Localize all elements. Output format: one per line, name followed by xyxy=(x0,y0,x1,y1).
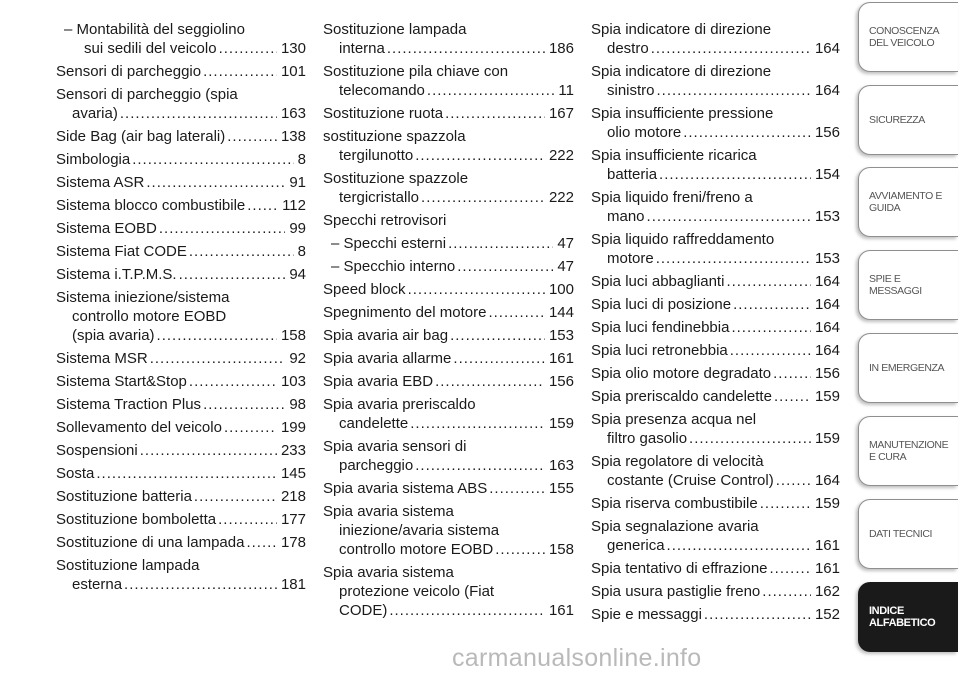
index-entry xyxy=(591,517,840,555)
index-entry xyxy=(323,169,574,207)
entry-text: Spia indicatore di direzione xyxy=(591,63,772,80)
dot-leader xyxy=(770,559,811,578)
tab-label: MANUTENZIONE E CURA xyxy=(869,439,949,463)
page-number[interactable]: 164 xyxy=(814,296,840,313)
entry-text: Spegnimento del motore xyxy=(323,304,487,321)
entry-text: Spia luci di posizione xyxy=(591,296,732,313)
entry-text: parcheggio xyxy=(339,457,414,474)
entry-text: Sensori di parcheggio (spia xyxy=(56,86,238,103)
page-number[interactable]: 156 xyxy=(814,365,840,382)
entry-text: Sosta xyxy=(56,465,95,482)
entry-text: Sostituzione ruota xyxy=(323,105,444,122)
dot-leader xyxy=(448,234,553,253)
dot-leader xyxy=(246,533,277,552)
entry-text: telecomando xyxy=(339,82,425,99)
index-entry xyxy=(323,349,574,368)
page-number[interactable]: 164 xyxy=(814,40,840,57)
entry-text: Spia tentativo di effrazione xyxy=(591,560,768,577)
dot-leader xyxy=(140,441,277,460)
entry-text: sinistro xyxy=(607,82,655,99)
entry-text: batteria xyxy=(607,166,658,183)
tab-conoscenza-del-veicolo[interactable] xyxy=(858,2,958,72)
index-entry xyxy=(56,556,306,594)
index-entry xyxy=(323,62,574,100)
page-number[interactable]: 199 xyxy=(280,419,306,436)
index-entry xyxy=(323,257,574,276)
entry-text: Sistema i.T.P.M.S. xyxy=(56,266,177,283)
entry-text: Spia avaria preriscaldo xyxy=(323,396,476,413)
dot-leader xyxy=(179,265,286,284)
index-entry xyxy=(591,605,840,624)
dot-leader xyxy=(421,188,545,207)
entry-text: Specchi retrovisori xyxy=(323,212,447,229)
entry-text: Sostituzione lampada xyxy=(56,557,200,574)
page-number[interactable]: 94 xyxy=(289,266,306,283)
page-number[interactable]: 161 xyxy=(548,602,574,619)
page-number[interactable]: 47 xyxy=(557,258,574,275)
entry-text: controllo motore EOBD xyxy=(339,541,494,558)
dot-leader xyxy=(776,471,811,490)
dot-leader xyxy=(219,39,277,58)
dot-leader xyxy=(773,364,811,383)
dot-leader xyxy=(387,39,545,58)
page-number[interactable]: 164 xyxy=(814,273,840,290)
page-number[interactable]: 164 xyxy=(814,82,840,99)
entry-text: controllo motore EOBD xyxy=(72,308,227,325)
entry-text: Sistema Fiat CODE xyxy=(56,243,187,260)
dot-leader xyxy=(132,150,293,169)
tab-avviamento-e-guida[interactable] xyxy=(858,167,958,237)
index-entry xyxy=(323,127,574,165)
dot-leader xyxy=(683,123,811,142)
index-entry xyxy=(323,563,574,620)
index-entry xyxy=(56,288,306,345)
entry-text: avaria) xyxy=(72,105,118,122)
page-number[interactable]: 163 xyxy=(548,457,574,474)
entry-text: Sistema MSR xyxy=(56,350,148,367)
dot-leader xyxy=(389,601,545,620)
page-number[interactable]: 103 xyxy=(280,373,306,390)
entry-text: Spia liquido freni/freno a xyxy=(591,189,753,206)
entry-text: Spia riserva combustibile xyxy=(591,495,758,512)
dot-leader xyxy=(733,295,811,314)
index-entry xyxy=(56,510,306,529)
page-number[interactable]: 153 xyxy=(814,250,840,267)
entry-text: generica xyxy=(607,537,665,554)
dot-leader xyxy=(656,249,811,268)
entry-text: Spia avaria sistema ABS xyxy=(323,480,488,497)
page-number[interactable]: 92 xyxy=(289,350,306,367)
entry-text: Side Bag (air bag laterali) xyxy=(56,128,226,145)
page-number[interactable]: 155 xyxy=(548,480,574,497)
index-entry xyxy=(323,502,574,559)
entry-text: Sostituzione bomboletta xyxy=(56,511,217,528)
dot-leader xyxy=(415,456,545,475)
index-entry xyxy=(591,318,840,337)
page-number[interactable]: 158 xyxy=(548,541,574,558)
dot-leader xyxy=(657,81,811,100)
entry-text: sostituzione spazzola xyxy=(323,128,466,145)
page-number[interactable]: 158 xyxy=(280,327,306,344)
page-number[interactable]: 159 xyxy=(814,388,840,405)
tab-label: AVVIAMENTO E GUIDA xyxy=(869,190,942,214)
index-entry xyxy=(591,582,840,601)
entry-text: interna xyxy=(339,40,385,57)
dot-leader xyxy=(704,605,811,624)
index-entry xyxy=(591,452,840,490)
dot-leader xyxy=(203,62,277,81)
dot-leader xyxy=(726,272,811,291)
page-number[interactable]: 145 xyxy=(280,465,306,482)
dot-leader xyxy=(218,510,277,529)
entry-text: Spia usura pastiglie freno xyxy=(591,583,761,600)
index-entry xyxy=(323,395,574,433)
dot-leader xyxy=(445,104,545,123)
page-number[interactable]: 144 xyxy=(548,304,574,321)
index-entry xyxy=(591,272,840,291)
dot-leader xyxy=(760,494,811,513)
entry-text: esterna xyxy=(72,576,123,593)
entry-text: Sostituzione di una lampada xyxy=(56,534,245,551)
index-entry xyxy=(56,395,306,414)
dot-leader xyxy=(227,127,277,146)
dot-leader xyxy=(730,341,811,360)
entry-text: CODE) xyxy=(339,602,388,619)
index-entry xyxy=(56,219,306,238)
page-number[interactable]: 47 xyxy=(557,235,574,252)
page-number[interactable]: 181 xyxy=(280,576,306,593)
page-number[interactable]: 164 xyxy=(814,319,840,336)
page-number[interactable]: 159 xyxy=(814,430,840,447)
tab-sicurezza[interactable] xyxy=(858,85,958,155)
index-entry xyxy=(56,418,306,437)
index-entry xyxy=(591,387,840,406)
page-number[interactable]: 153 xyxy=(548,327,574,344)
tab-label: INDICE ALFABETICO xyxy=(869,605,936,629)
page-number[interactable]: 8 xyxy=(297,151,306,168)
entry-text: Spia regolatore di velocità xyxy=(591,453,764,470)
dot-leader xyxy=(659,165,811,184)
entry-text: sui sedili del veicolo xyxy=(84,40,217,57)
entry-text: Sostituzione pila chiave con xyxy=(323,63,509,80)
index-entry xyxy=(591,104,840,142)
entry-text: Spia avaria allarme xyxy=(323,350,452,367)
dot-leader xyxy=(120,104,277,123)
entry-text: Spia insufficiente ricarica xyxy=(591,147,757,164)
dot-leader xyxy=(489,479,545,498)
dot-leader xyxy=(651,39,811,58)
index-entry xyxy=(591,410,840,448)
entry-text: Sostituzione spazzole xyxy=(323,170,469,187)
dot-leader xyxy=(408,280,545,299)
entry-text: Sollevamento del veicolo xyxy=(56,419,222,436)
index-entry xyxy=(323,234,574,253)
entry-text: Spia presenza acqua nel xyxy=(591,411,757,428)
entry-text: Sistema EOBD xyxy=(56,220,157,237)
index-entry xyxy=(591,62,840,100)
entry-text: Spia avaria sistema xyxy=(323,503,454,520)
page-number[interactable]: 164 xyxy=(814,472,840,489)
entry-text: Spia avaria sensori di xyxy=(323,438,467,455)
page-number[interactable]: 159 xyxy=(548,415,574,432)
entry-text: destro xyxy=(607,40,649,57)
entry-text: filtro gasolio xyxy=(607,430,688,447)
dot-leader xyxy=(189,372,277,391)
entry-text: (spia avaria) xyxy=(72,327,155,344)
index-entry xyxy=(591,364,840,383)
dot-leader xyxy=(457,257,553,276)
page-number[interactable]: 156 xyxy=(814,124,840,141)
entry-text: Sistema Traction Plus xyxy=(56,396,202,413)
page-number[interactable]: 161 xyxy=(814,537,840,554)
dot-leader xyxy=(774,387,811,406)
dot-leader xyxy=(157,326,277,345)
entry-text: Spia insufficiente pressione xyxy=(591,105,774,122)
entry-text: Sistema Start&Stop xyxy=(56,373,187,390)
tab-label: DATI TECNICI xyxy=(869,528,933,540)
dot-leader xyxy=(450,326,545,345)
entry-text: tergilunotto xyxy=(339,147,414,164)
tab-in-emergenza[interactable] xyxy=(858,333,958,403)
page-number[interactable]: 159 xyxy=(814,495,840,512)
entry-text: mano xyxy=(607,208,645,225)
index-entry xyxy=(56,265,306,284)
dot-leader xyxy=(689,429,811,448)
tab-label: SICUREZZA xyxy=(869,114,925,126)
index-entry xyxy=(56,85,306,123)
index-entry xyxy=(56,372,306,391)
index-entry xyxy=(56,127,306,146)
entry-text: motore xyxy=(607,250,654,267)
dot-leader xyxy=(427,81,555,100)
entry-text: Spie e messaggi xyxy=(591,606,702,623)
page-number[interactable]: 101 xyxy=(280,63,306,80)
page-number[interactable]: 222 xyxy=(548,147,574,164)
entry-text: Spia liquido raffreddamento xyxy=(591,231,775,248)
index-entry xyxy=(323,211,574,230)
dot-leader xyxy=(96,464,277,483)
dot-leader xyxy=(731,318,811,337)
index-column-2 xyxy=(323,20,574,624)
dot-leader xyxy=(435,372,545,391)
page-number[interactable]: 130 xyxy=(280,40,306,57)
index-entry xyxy=(323,326,574,345)
index-entry xyxy=(56,441,306,460)
tab-label: CONOSCENZA DEL VEICOLO xyxy=(869,25,939,49)
dot-leader xyxy=(159,219,285,238)
tab-dati-tecnici[interactable] xyxy=(858,499,958,569)
index-entry xyxy=(591,188,840,226)
index-entry xyxy=(591,559,840,578)
index-entry xyxy=(56,20,306,58)
entry-text: Spia luci abbaglianti xyxy=(591,273,725,290)
page-number[interactable]: 156 xyxy=(548,373,574,390)
tab-manutenzione-e-cura[interactable] xyxy=(858,416,958,486)
dot-leader xyxy=(194,487,277,506)
index-entry xyxy=(56,242,306,261)
index-entry xyxy=(56,487,306,506)
entry-text: Spia luci fendinebbia xyxy=(591,319,730,336)
page-number[interactable]: 167 xyxy=(548,105,574,122)
index-entry xyxy=(591,20,840,58)
tab-spie-e-messaggi[interactable] xyxy=(858,250,958,320)
index-entry xyxy=(591,295,840,314)
page-number[interactable]: 100 xyxy=(548,281,574,298)
entry-text: Spia olio motore degradato xyxy=(591,365,772,382)
index-column-1 xyxy=(56,20,306,598)
index-entry xyxy=(591,230,840,268)
entry-text: candelette xyxy=(339,415,409,432)
dot-leader xyxy=(415,146,545,165)
dot-leader xyxy=(667,536,811,555)
dot-leader xyxy=(410,414,545,433)
tab-label: SPIE E MESSAGGI xyxy=(869,273,922,297)
entry-text: protezione veicolo (Fiat xyxy=(339,583,495,600)
index-entry xyxy=(323,303,574,322)
index-entry xyxy=(591,494,840,513)
entry-text: olio motore xyxy=(607,124,682,141)
index-entry xyxy=(323,437,574,475)
index-entry xyxy=(323,20,574,58)
page-number[interactable]: 186 xyxy=(548,40,574,57)
entry-text: Sostituzione lampada xyxy=(323,21,467,38)
entry-text: Spia segnalazione avaria xyxy=(591,518,759,535)
index-entry xyxy=(56,464,306,483)
entry-text: Spia avaria EBD xyxy=(323,373,434,390)
index-entry xyxy=(56,150,306,169)
dot-leader xyxy=(189,242,294,261)
entry-text: Spia luci retronebbia xyxy=(591,342,728,359)
entry-text: – Specchio interno xyxy=(331,258,456,275)
entry-text: iniezione/avaria sistema xyxy=(339,522,500,539)
page-number[interactable]: 218 xyxy=(280,488,306,505)
dot-leader xyxy=(647,207,811,226)
entry-text: Sospensioni xyxy=(56,442,138,459)
entry-text: Spia avaria sistema xyxy=(323,564,454,581)
entry-text: tergicristallo xyxy=(339,189,420,206)
page-number[interactable]: 99 xyxy=(289,220,306,237)
dot-leader xyxy=(495,540,545,559)
entry-text: Speed block xyxy=(323,281,406,298)
dot-leader xyxy=(453,349,545,368)
dot-leader xyxy=(224,418,277,437)
index-entry xyxy=(323,280,574,299)
page-number[interactable]: 222 xyxy=(548,189,574,206)
page-number[interactable]: 164 xyxy=(814,342,840,359)
dot-leader xyxy=(150,349,286,368)
index-entry xyxy=(56,196,306,215)
index-entry xyxy=(56,62,306,81)
entry-text: – Specchi esterni xyxy=(331,235,447,252)
dot-leader xyxy=(488,303,545,322)
entry-text: Simbologia xyxy=(56,151,131,168)
entry-text: Spia indicatore di direzione xyxy=(591,21,772,38)
page-number[interactable]: 154 xyxy=(814,166,840,183)
page-number[interactable]: 112 xyxy=(282,197,306,214)
page-number[interactable]: 178 xyxy=(280,534,306,551)
index-column-3 xyxy=(591,20,840,628)
tab-indice-alfabetico[interactable] xyxy=(858,582,958,652)
index-entry xyxy=(591,341,840,360)
entry-text: Sistema iniezione/sistema xyxy=(56,289,230,306)
entry-text: costante (Cruise Control) xyxy=(607,472,774,489)
index-entry xyxy=(591,146,840,184)
page-number[interactable]: 162 xyxy=(814,583,840,600)
dot-leader xyxy=(762,582,811,601)
watermark: carmanualsonline.info xyxy=(452,644,702,672)
index-entry xyxy=(56,173,306,192)
page-number[interactable]: 91 xyxy=(289,174,306,191)
page-number[interactable]: 163 xyxy=(280,105,306,122)
index-entry xyxy=(56,349,306,368)
entry-text: Sensori di parcheggio xyxy=(56,63,202,80)
page-number[interactable]: 161 xyxy=(548,350,574,367)
page-number[interactable]: 98 xyxy=(289,396,306,413)
index-entry xyxy=(56,533,306,552)
entry-text: Sistema blocco combustibile xyxy=(56,197,246,214)
page-number[interactable]: 152 xyxy=(814,606,840,623)
entry-text: Spia avaria air bag xyxy=(323,327,449,344)
index-entry xyxy=(323,372,574,391)
page-number[interactable]: 11 xyxy=(558,82,574,99)
page-number[interactable]: 8 xyxy=(297,243,306,260)
entry-text: – Montabilità del seggiolino xyxy=(64,21,245,38)
entry-text: Sistema ASR xyxy=(56,174,145,191)
page-number[interactable]: 138 xyxy=(280,128,306,145)
page-number[interactable]: 161 xyxy=(814,560,840,577)
dot-leader xyxy=(203,395,285,414)
page-number[interactable]: 177 xyxy=(280,511,306,528)
index-entry xyxy=(323,479,574,498)
dot-leader xyxy=(124,575,277,594)
tab-label: IN EMERGENZA xyxy=(869,362,945,374)
page-number[interactable]: 233 xyxy=(280,442,306,459)
dot-leader xyxy=(247,196,278,215)
page-number[interactable]: 153 xyxy=(814,208,840,225)
dot-leader xyxy=(146,173,285,192)
entry-text: Sostituzione batteria xyxy=(56,488,192,505)
section-tabs xyxy=(858,0,960,678)
index-entry xyxy=(323,104,574,123)
entry-text: Spia preriscaldo candelette xyxy=(591,388,772,405)
